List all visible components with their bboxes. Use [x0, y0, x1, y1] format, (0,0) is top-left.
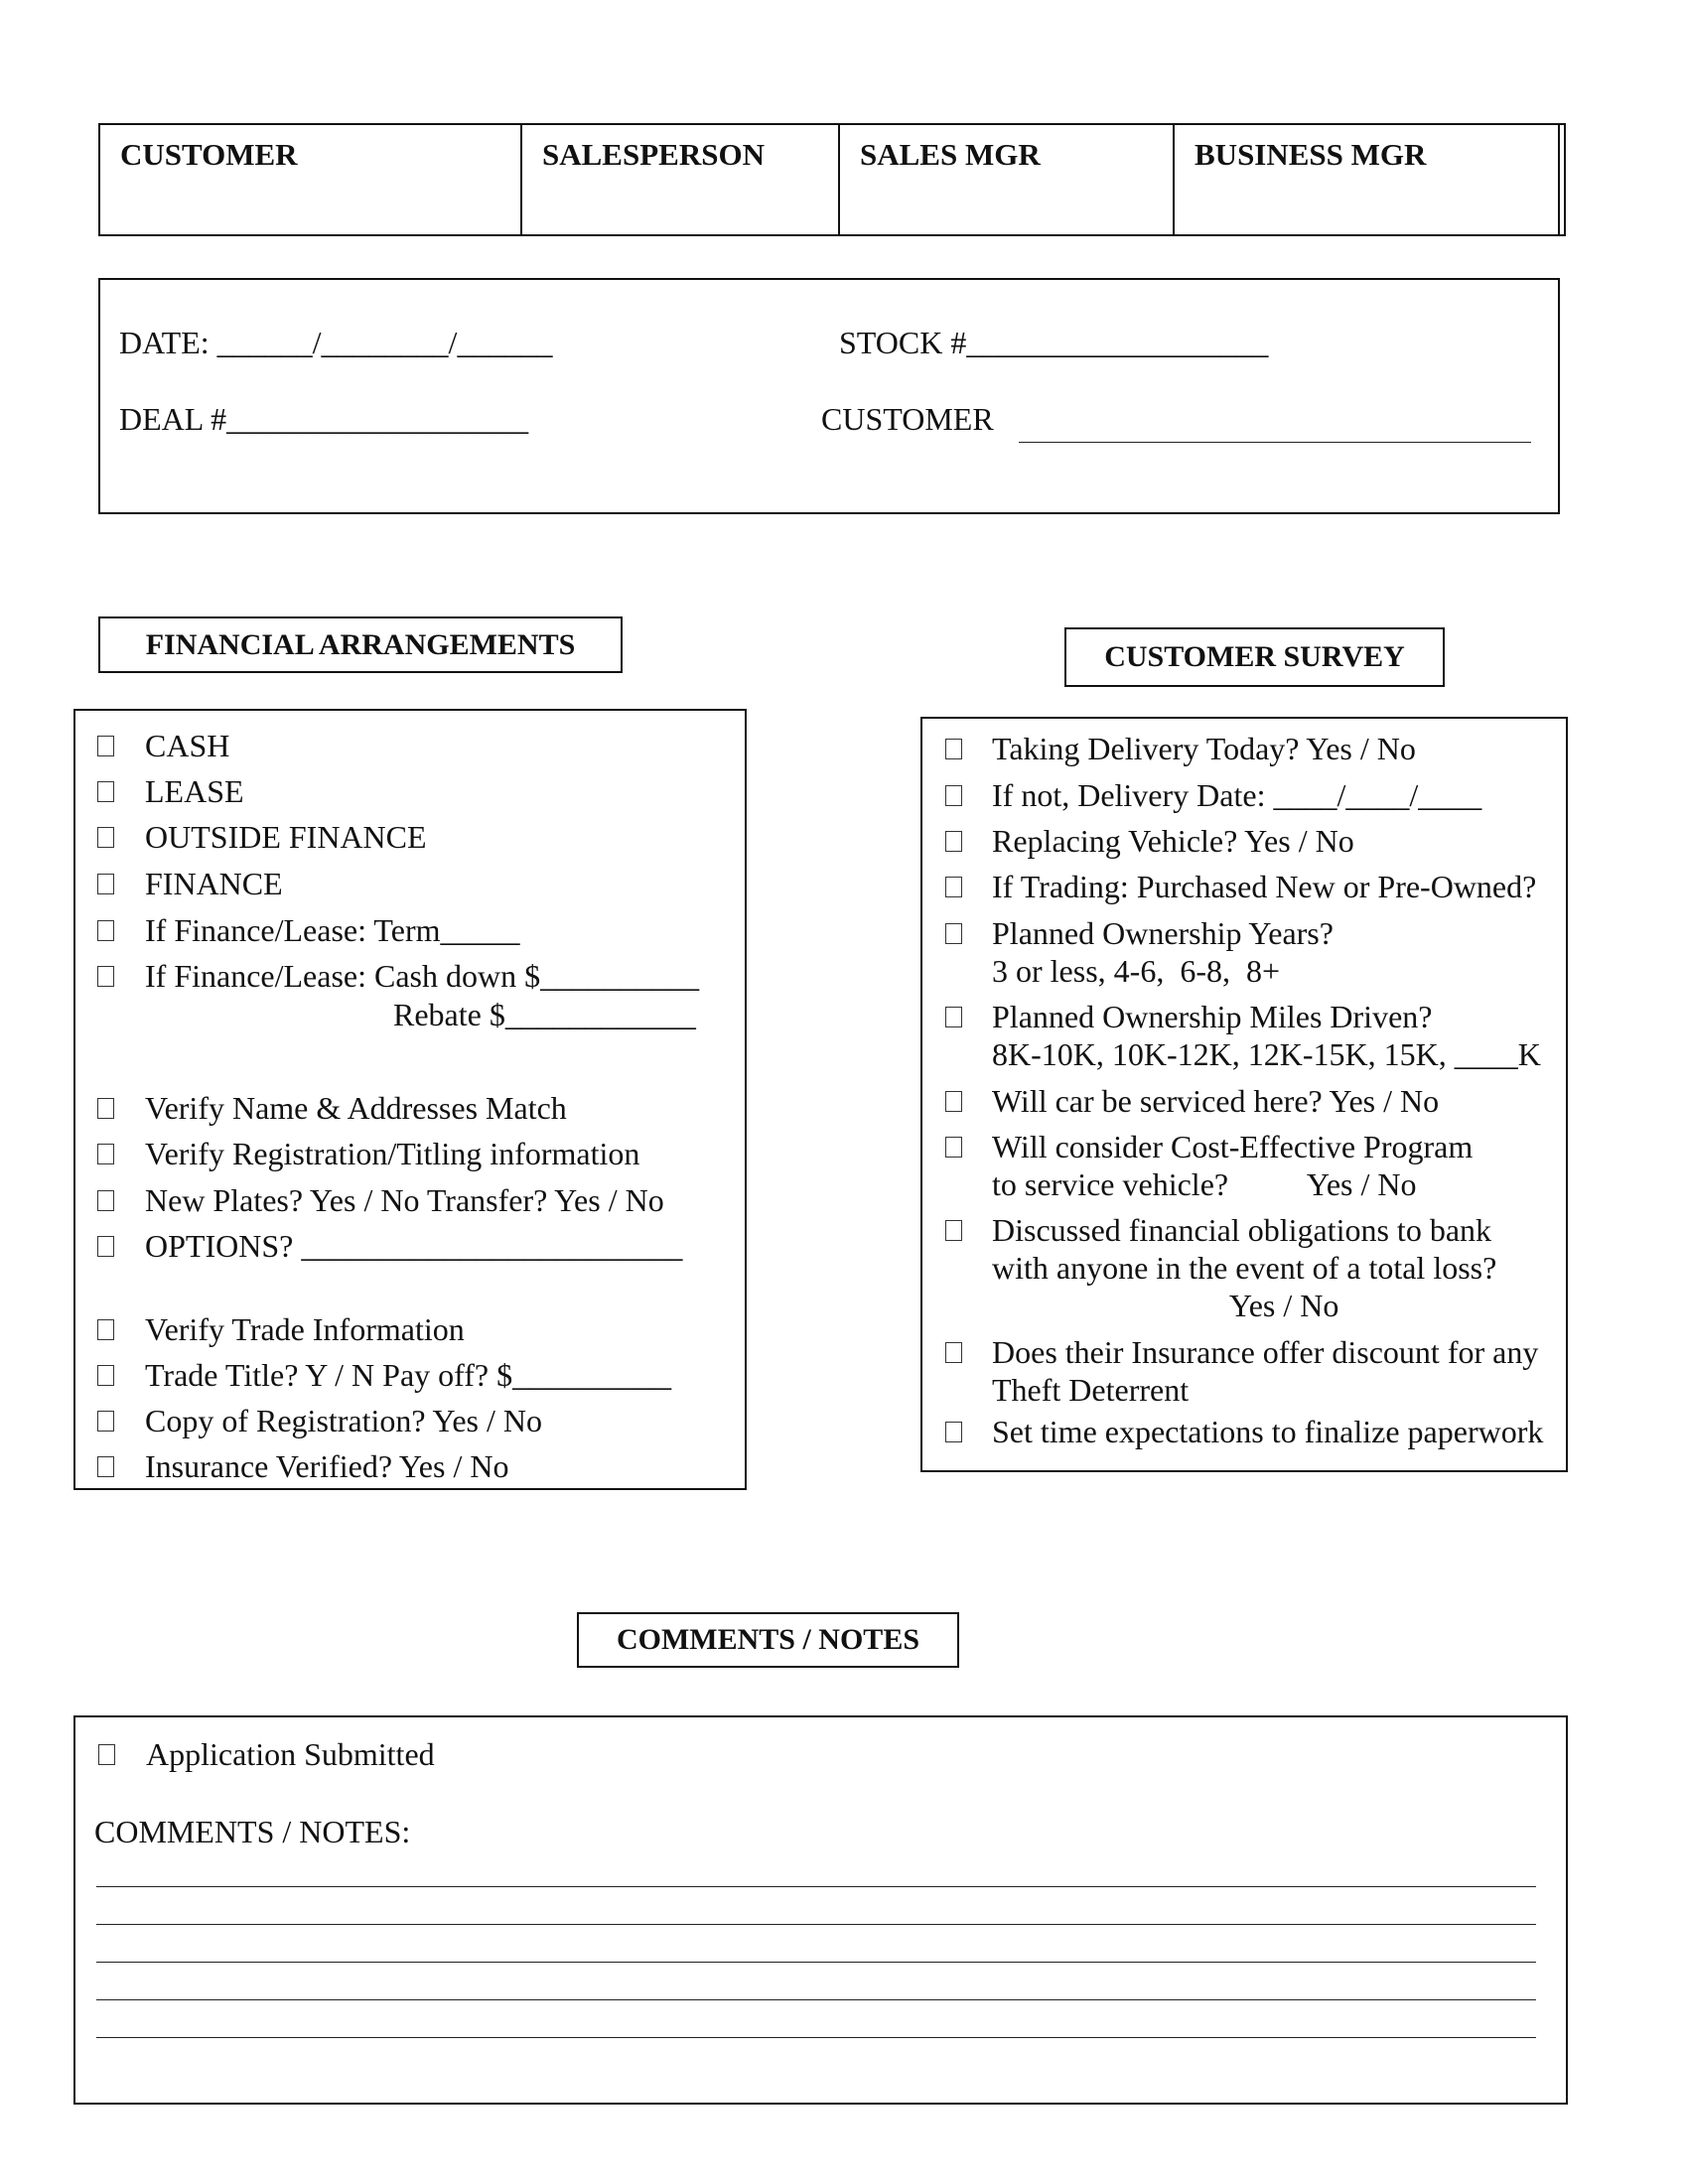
financial-item: New Plates? Yes / No Transfer? Yes / No: [145, 1182, 664, 1218]
financial-item: FINANCE: [145, 866, 283, 901]
survey-item-line: Replacing Vehicle? Yes / No: [992, 823, 1354, 859]
financial-arrangements-title: FINANCIAL ARRANGEMENTS: [98, 616, 623, 673]
financial-item: Trade Title? Y / N Pay off? $__________: [145, 1357, 672, 1393]
survey-item-line: Will car be serviced here? Yes / No: [992, 1083, 1440, 1119]
signature-tail: [1560, 125, 1564, 234]
checkbox[interactable]: [97, 966, 114, 987]
checkbox[interactable]: [97, 1098, 114, 1119]
financial-item: Insurance Verified? Yes / No: [145, 1448, 509, 1484]
comments-notes-label: COMMENTS / NOTES:: [94, 1814, 411, 1849]
application-submitted-label: Application Submitted: [146, 1736, 435, 1772]
survey-item-line: to service vehicle? Yes / No: [992, 1166, 1417, 1202]
survey-item-line: If Trading: Purchased New or Pre-Owned?: [992, 869, 1537, 904]
business-mgr-signature-cell[interactable]: [1175, 125, 1560, 234]
survey-item-line: 3 or less, 4-6, 6-8, 8+: [992, 953, 1281, 989]
comments-box: [73, 1715, 1568, 2105]
survey-item-line: Discussed financial obligations to bank: [992, 1212, 1492, 1248]
customer-underline: [1019, 442, 1531, 443]
checkbox[interactable]: [97, 920, 114, 941]
survey-item-line: Does their Insurance offer discount for any: [992, 1334, 1539, 1370]
financial-item: If Finance/Lease: Term_____: [145, 912, 520, 948]
survey-item-line: Yes / No: [992, 1288, 1339, 1323]
checkbox[interactable]: [945, 831, 962, 852]
deal-number-field[interactable]: DEAL #___________________: [119, 401, 529, 437]
customer-signature-cell[interactable]: [100, 125, 522, 234]
checkbox[interactable]: [945, 923, 962, 944]
salesperson-signature-label: SALESPERSON: [542, 137, 765, 172]
date-field[interactable]: DATE: ______/________/______: [119, 325, 553, 360]
financial-item: Verify Name & Addresses Match: [145, 1090, 567, 1126]
checkbox[interactable]: [97, 1411, 114, 1432]
survey-item-line: Taking Delivery Today? Yes / No: [992, 731, 1416, 766]
customer-field-label: CUSTOMER: [821, 401, 994, 437]
checkbox[interactable]: [98, 1744, 115, 1765]
checkbox[interactable]: [97, 1456, 114, 1477]
financial-item: If Finance/Lease: Cash down $__________: [145, 958, 700, 994]
customer-signature-label: CUSTOMER: [120, 137, 298, 172]
checkbox[interactable]: [945, 785, 962, 806]
survey-item-line: with anyone in the event of a total loss?: [992, 1250, 1497, 1286]
survey-item-line: Planned Ownership Miles Driven?: [992, 999, 1433, 1034]
checkbox[interactable]: [945, 1220, 962, 1241]
note-line[interactable]: [96, 1999, 1536, 2000]
checkbox[interactable]: [945, 1007, 962, 1027]
checkbox[interactable]: [97, 1236, 114, 1257]
financial-item: Copy of Registration? Yes / No: [145, 1403, 542, 1438]
checkbox[interactable]: [97, 1190, 114, 1211]
survey-item-line: Will consider Cost-Effective Program: [992, 1129, 1474, 1164]
salesperson-signature-cell[interactable]: [522, 125, 840, 234]
note-line[interactable]: [96, 1924, 1536, 1925]
business-mgr-signature-label: BUSINESS MGR: [1195, 137, 1427, 172]
sales-mgr-signature-cell[interactable]: [840, 125, 1175, 234]
checkbox[interactable]: [97, 874, 114, 894]
signature-header: [98, 123, 1566, 236]
checkbox[interactable]: [945, 739, 962, 759]
financial-item: CASH: [145, 728, 230, 763]
financial-item: Verify Trade Information: [145, 1311, 465, 1347]
rebate-field[interactable]: Rebate $____________: [393, 997, 696, 1032]
checkbox[interactable]: [97, 781, 114, 802]
financial-item: OUTSIDE FINANCE: [145, 819, 427, 855]
survey-item-line: Theft Deterrent: [992, 1372, 1190, 1408]
checkbox[interactable]: [97, 1144, 114, 1164]
stock-field[interactable]: STOCK #___________________: [839, 325, 1269, 360]
checkbox[interactable]: [97, 1319, 114, 1340]
checkbox[interactable]: [97, 736, 114, 756]
financial-arrangements-box: [73, 709, 747, 1490]
checkbox[interactable]: [945, 1422, 962, 1442]
note-line[interactable]: [96, 1962, 1536, 1963]
note-line[interactable]: [96, 2037, 1536, 2038]
survey-item-line: Set time expectations to finalize paperwork: [992, 1414, 1544, 1449]
deal-info-box: [98, 278, 1560, 514]
customer-survey-title: CUSTOMER SURVEY: [1064, 627, 1445, 687]
financial-item: Verify Registration/Titling information: [145, 1136, 640, 1171]
customer-survey-box: [920, 717, 1568, 1472]
comments-notes-title: COMMENTS / NOTES: [577, 1612, 959, 1668]
checkbox[interactable]: [945, 1137, 962, 1158]
financial-item: OPTIONS? ________________________: [145, 1228, 683, 1264]
survey-item-line: Planned Ownership Years?: [992, 915, 1334, 951]
financial-item: LEASE: [145, 773, 244, 809]
checkbox[interactable]: [945, 877, 962, 897]
checkbox[interactable]: [945, 1342, 962, 1363]
checkbox[interactable]: [97, 1365, 114, 1386]
checkbox[interactable]: [97, 827, 114, 848]
survey-item-line: If not, Delivery Date: ____/____/____: [992, 777, 1482, 813]
sales-mgr-signature-label: SALES MGR: [860, 137, 1041, 172]
survey-item-line: 8K-10K, 10K-12K, 12K-15K, 15K, ____K: [992, 1036, 1541, 1072]
checkbox[interactable]: [945, 1091, 962, 1112]
note-line[interactable]: [96, 1886, 1536, 1887]
